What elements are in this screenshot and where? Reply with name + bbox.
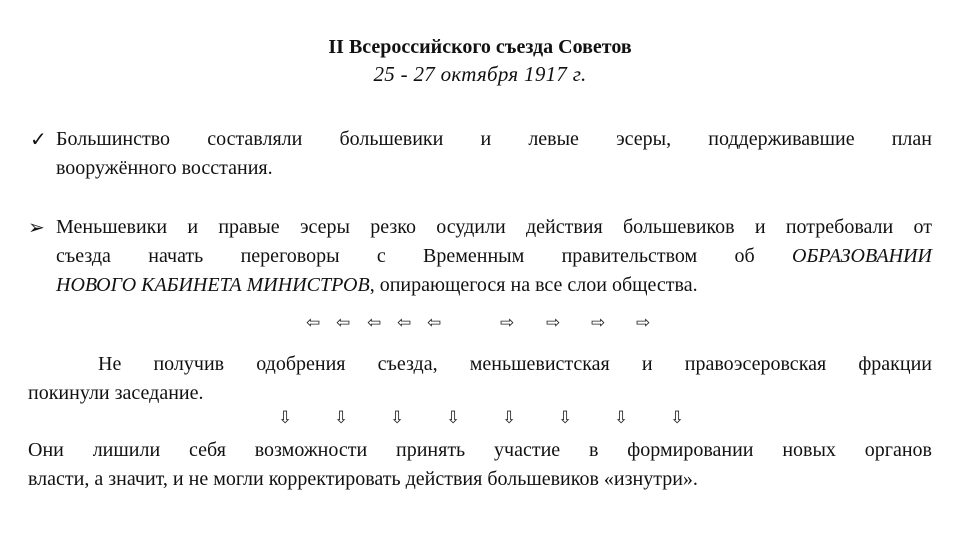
page-subtitle-dates: 25 - 27 октября 1917 г.	[373, 62, 587, 86]
arrows-row-down	[0, 408, 960, 432]
down-arrow-icon: ⇩	[502, 408, 517, 428]
left-arrow-icon: ⇦	[367, 313, 382, 333]
point-consequence-line1: Они лишили себя возможности принять участие в формировании новых органов	[28, 439, 932, 461]
point-walkout-line2: покинули заседание.	[28, 382, 204, 404]
point-mensheviks-line2	[56, 242, 932, 271]
point-mensheviks-line1: Меньшевики и правые эсеры резко осудили действия большевиков и потребовали от	[56, 216, 932, 238]
left-arrow-icon: ⇦	[427, 313, 442, 333]
point-walkout	[28, 350, 932, 408]
left-arrow-icon: ⇦	[397, 313, 412, 333]
right-arrow-icon: ⇨	[636, 313, 651, 333]
page-title: II Всероссийского съезда Советов	[328, 36, 632, 58]
point-majority-line1: Большинство составляли большевики и левые эсеры, поддерживавшие план	[56, 128, 932, 150]
right-arrow-icon: ⇨	[500, 313, 515, 333]
down-arrow-icon: ⇩	[558, 408, 573, 428]
point-walkout-line1: Не получив одобрения съезда, меньшевистская и правоэсеровская фракции	[98, 353, 932, 375]
point-majority-line2: вооружённого восстания.	[56, 157, 273, 179]
left-arrow-icon: ⇦	[306, 313, 321, 333]
point-mensheviks-emphasis-2: НОВОГО КАБИНЕТА МИНИСТРОВ	[56, 274, 370, 296]
point-mensheviks-line3	[56, 271, 932, 300]
point-mensheviks-line2-text: съезда начать переговоры с Временным правительством об	[56, 245, 792, 267]
point-mensheviks	[56, 213, 932, 300]
arrows-row-horizontal	[0, 313, 960, 337]
right-arrow-icon: ⇨	[546, 313, 561, 333]
point-mensheviks-emphasis-1: ОБРАЗОВАНИИ	[792, 245, 932, 267]
down-arrow-icon: ⇩	[614, 408, 629, 428]
down-arrow-icon: ⇩	[278, 408, 293, 428]
arrow-bullet-icon: ➢	[28, 215, 45, 239]
point-mensheviks-line3-text: , опирающегося на все слои общества.	[369, 274, 698, 296]
point-consequence-line2: власти, а значит, и не могли корректировать действия большевиков «изнутри».	[28, 468, 698, 490]
left-arrow-icon: ⇦	[336, 313, 351, 333]
point-consequence	[28, 436, 932, 494]
right-arrow-icon: ⇨	[591, 313, 606, 333]
point-majority	[56, 125, 932, 183]
down-arrow-icon: ⇩	[446, 408, 461, 428]
down-arrow-icon: ⇩	[334, 408, 349, 428]
down-arrow-icon: ⇩	[670, 408, 685, 428]
checkmark-icon: ✓	[30, 127, 47, 151]
down-arrow-icon: ⇩	[390, 408, 405, 428]
